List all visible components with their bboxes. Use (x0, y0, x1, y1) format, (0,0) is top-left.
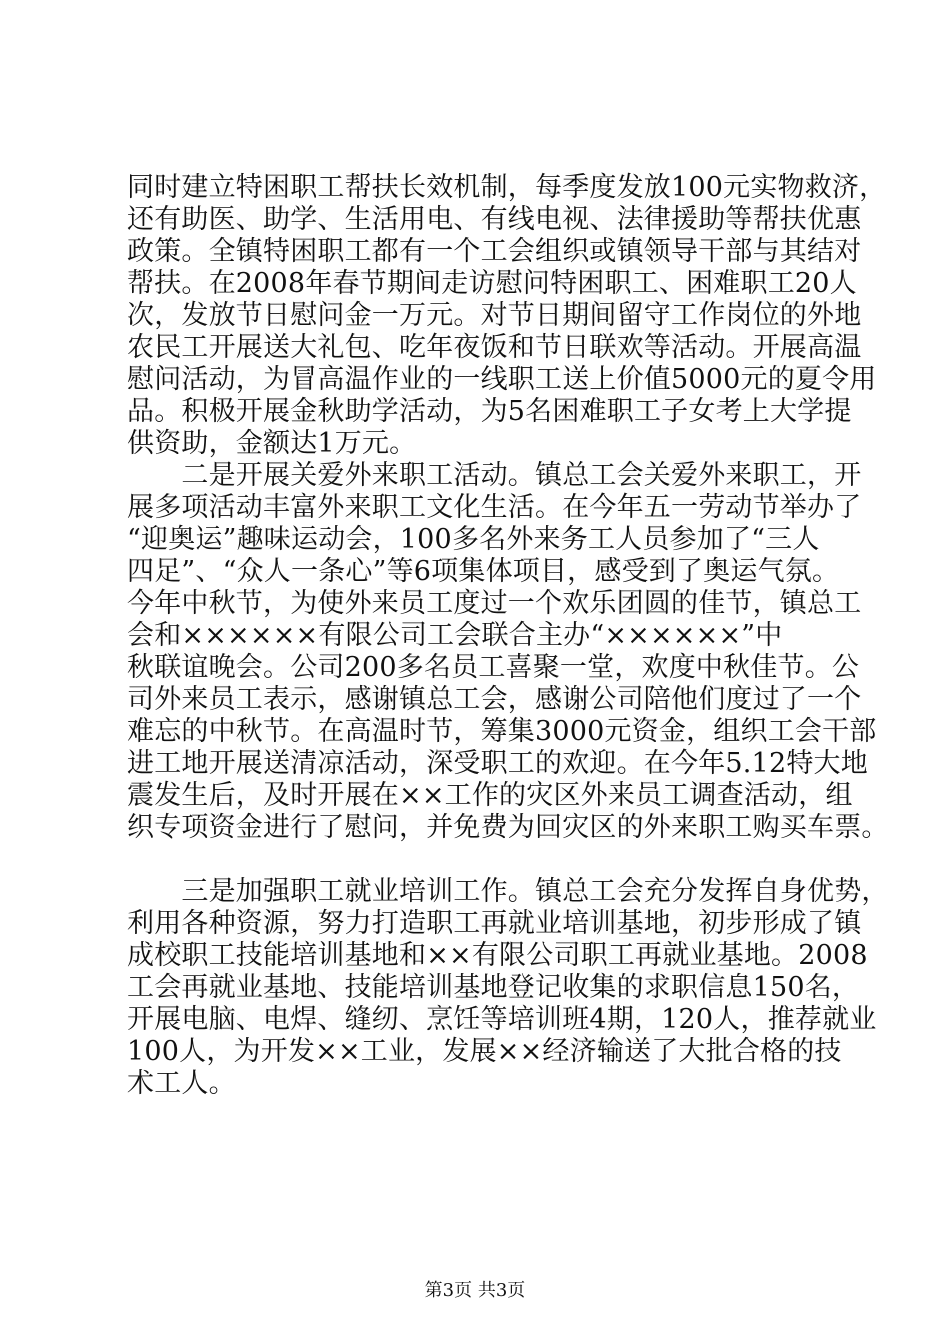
text-line: 开展电脑、电焊、缝纫、烹饪等培训班4期，120人，推荐就业 (127, 1004, 877, 1035)
text-line: 进工地开展送清凉活动，深受职工的欢迎。在今年5.12特大地 (127, 748, 868, 779)
text-line: 四足”、“众人一条心”等6项集体项目，感受到了奥运气氛。 (127, 556, 840, 587)
text-line: 司外来员工表示，感谢镇总工会，感谢公司陪他们度过了一个 (127, 684, 862, 715)
page-footer: 第3页 共3页 (424, 1280, 526, 1301)
text-line: 工会再就业基地、技能培训基地登记收集的求职信息150名， (127, 972, 860, 1003)
text-line: 次，发放节日慰问金一万元。对节日期间留守工作岗位的外地 (127, 300, 862, 331)
text-line: 慰问活动，为冒高温作业的一线职工送上价值5000元的夏令用 (127, 364, 877, 395)
text-line: 品。积极开展金秋助学活动，为5名困难职工子女考上大学提 (127, 396, 852, 427)
text-line: 帮扶。在2008年春节期间走访慰问特困职工、困难职工20人 (127, 268, 857, 299)
text-line: 成校职工技能培训基地和××有限公司职工再就业基地。2008 (127, 940, 868, 971)
text-line: 还有助医、助学、生活用电、有线电视、法律援助等帮扶优惠 (127, 204, 862, 235)
text-line: 震发生后，及时开展在××工作的灾区外来员工调查活动，组 (127, 780, 853, 811)
text-line: 同时建立特困职工帮扶长效机制，每季度发放100元实物救济， (127, 172, 887, 203)
text-line: 术工人。 (127, 1068, 236, 1099)
text-line: 展多项活动丰富外来职工文化生活。在今年五一劳动节举办了 (127, 492, 862, 523)
text-line: 织专项资金进行了慰问，并免费为回灾区的外来职工购买车票。 (127, 812, 889, 843)
text-line: 利用各种资源，努力打造职工再就业培训基地，初步形成了镇 (127, 908, 862, 939)
text-line: 供资助，金额达1万元。 (127, 428, 417, 459)
text-line: 三是加强职工就业培训工作。镇总工会充分发挥自身优势， (127, 876, 889, 907)
text-line: “迎奥运”趣味运动会，100多名外来务工人员参加了“三人 (127, 524, 820, 555)
text-line: 会和××××××有限公司工会联合主办“××××××”中 (127, 620, 783, 651)
text-line: 秋联谊晚会。公司200多名员工喜聚一堂，欢度中秋佳节。公 (127, 652, 860, 683)
text-line: 政策。全镇特困职工都有一个工会组织或镇领导干部与其结对 (127, 236, 862, 267)
text-line: 农民工开展送大礼包、吃年夜饭和节日联欢等活动。开展高温 (127, 332, 862, 363)
text-line: 今年中秋节，为使外来员工度过一个欢乐团圆的佳节，镇总工 (127, 588, 862, 619)
text-line: 二是开展关爱外来职工活动。镇总工会关爱外来职工，开 (127, 460, 862, 491)
text-line: 100人，为开发××工业，发展××经济输送了大批合格的技 (127, 1036, 842, 1067)
text-line: 难忘的中秋节。在高温时节，筹集3000元资金，组织工会干部 (127, 716, 877, 747)
